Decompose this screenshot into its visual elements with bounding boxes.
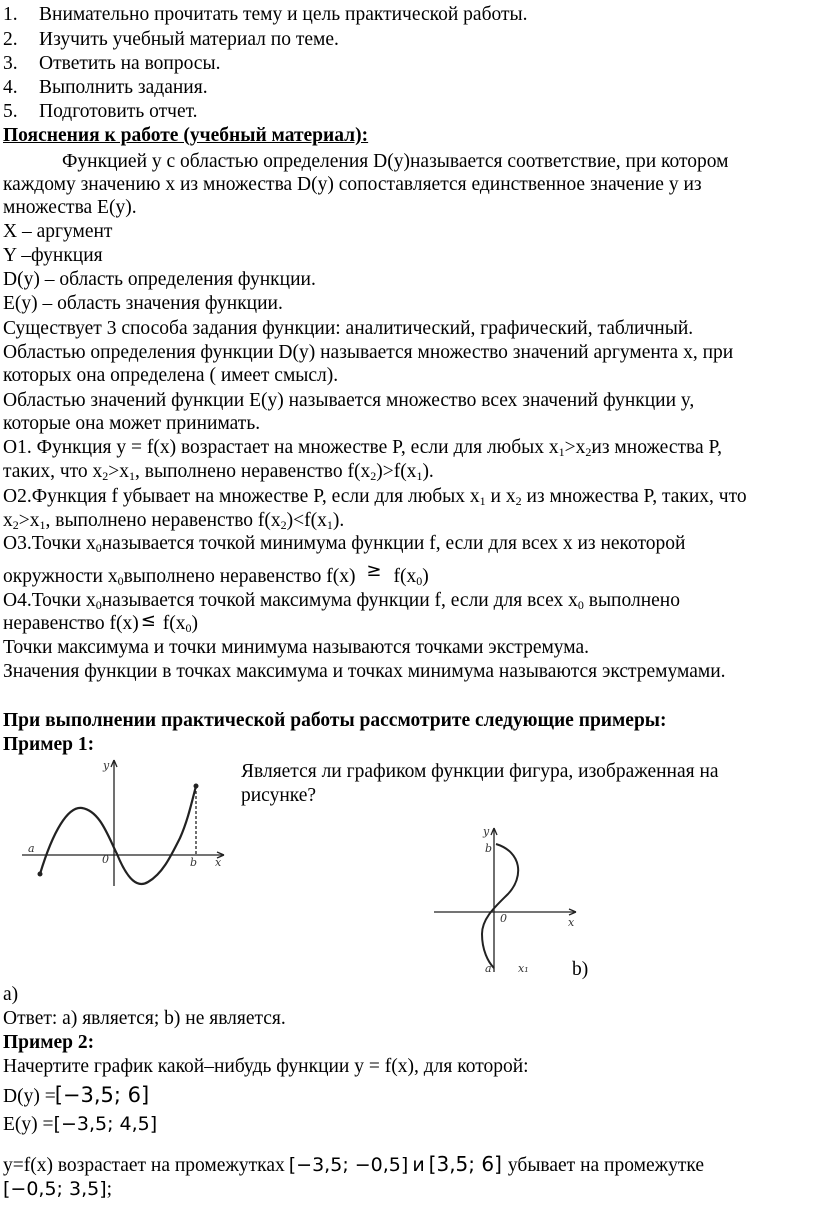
practice-heading: При выполнении практической работы рассмотрите следующие примеры: (3, 710, 667, 731)
graph-a-figure (20, 756, 230, 891)
graph-a-label-origin: 0 (102, 853, 109, 866)
label-a: a) (3, 984, 19, 1005)
definition-o1: таких, что $x_2>x_1$, выполнено неравенство $f(x_2)>f(x_1)$. (3, 461, 434, 483)
graph-b-curve (482, 844, 518, 968)
step-item: 4. Выполнить задания. (3, 77, 208, 98)
extrema-text: Значения функции в точках максимума и точках минимума называются экстремумами. (3, 661, 726, 682)
monotonic-line: y=f(x) возрастает на промежутках[−3,5; −0,5] и [3,5; 6]убывает на промежутке (3, 1152, 704, 1176)
example2-task: Начертите график какой–нибудь функции y = f(x), для которой: (3, 1056, 529, 1077)
range-interval: [−3,5; 4,5] (53, 1113, 158, 1135)
methods-text: Существует 3 способа задания функции: аналитический, графический, табличный. (3, 318, 694, 339)
example1-question: рисунке? (241, 785, 317, 806)
definition-o3: окружности $x_0выполнено$ неравенство $f(x) \ge f(x_0)$ (3, 560, 429, 588)
graph-a-curve (40, 786, 196, 884)
graph-a-label-y: y (103, 759, 110, 772)
definition-o4: О4.Точки $x_0называется$ точкой максимума функции f, если для всех $x_0$ выполнено (3, 590, 680, 612)
graph-a-label-a: a (28, 842, 35, 855)
graph-a-label-b: b (190, 856, 198, 869)
graph-a-endpoint (194, 784, 199, 789)
term-x: X – аргумент (3, 221, 113, 242)
less-equal-symbol: ≤ (140, 610, 156, 631)
graph-a-label-x: x (215, 856, 222, 869)
range-line: E(y) =[−3,5; 4,5] (3, 1113, 158, 1135)
decreasing-line: [−0,5; 3,5]; (3, 1178, 113, 1200)
graph-a-endpoint (38, 872, 43, 877)
increasing-interval-1: [−3,5; −0,5] (288, 1154, 409, 1176)
step-item: 3. Ответить на вопросы. (3, 53, 221, 74)
example1-question: Является ли графиком функции фигура, изображенная на (241, 761, 719, 782)
example1-heading: Пример 1: (3, 734, 95, 755)
definition-o1: О1. Функция y = f(x) возрастает на множестве P, если для любых $x_1>x_2из$ множества P, (3, 437, 723, 459)
term-e: E(y) – область значения функции. (3, 293, 283, 314)
definition-line: Функцией y с областью определения D(y)называется соответствие, при котором (62, 151, 729, 172)
definition-line: каждому значению x из множества D(y) сопоставляется единственное значение y из (3, 174, 702, 195)
example1-answer: Ответ: а) является; b) не является. (3, 1008, 286, 1029)
step-item: 5. Подготовить отчет. (3, 101, 198, 122)
section-heading: Пояснения к работе (учебный материал): (3, 125, 369, 146)
graph-b-label-x: x (568, 916, 575, 929)
definition-o3: О3.Точки $x_0называется$ точкой минимума функции f, если для всех x из некоторой (3, 533, 686, 555)
graph-b-label-b: b (485, 842, 493, 855)
definition-o2: $x_2>x_1$, выполнено неравенство $f(x_2)<f(x_1)$. (3, 510, 345, 532)
term-d: D(y) – область определения функции. (3, 269, 316, 290)
step-item: 2. Изучить учебный материал по теме. (3, 29, 339, 50)
decreasing-interval: [−0,5; 3,5] (3, 1178, 107, 1200)
definition-line: множества E(y). (3, 197, 137, 218)
domain-line: D(y) =[−3,5; 6] (3, 1083, 150, 1107)
definition-o2: О2.Функция f убывает на множестве P, если для любых $x_1$ и $x_2$ из множества P, таких, что (3, 486, 747, 508)
graph-b-figure (430, 822, 582, 978)
graph-b-label-a: a (485, 962, 492, 975)
domain-interval: [−3,5; 6] (54, 1083, 150, 1107)
range-definition: Областью значений функции E(y) называется множество всех значений функции y, (3, 390, 695, 411)
term-y: Y –функция (3, 245, 103, 266)
domain-definition: которых она определена ( имеет смысл). (3, 365, 339, 386)
graph-b-label-y: y (483, 825, 490, 838)
graph-b-label-origin: 0 (500, 912, 507, 925)
increasing-interval-2: [3,5; 6] (428, 1152, 502, 1176)
step-item: 1. Внимательно прочитать тему и цель практической работы. (3, 4, 528, 25)
extrema-text: Точки максимума и точки минимума называются точками экстремума. (3, 637, 590, 658)
greater-equal-symbol: ≥ (366, 560, 382, 581)
range-definition: которые она может принимать. (3, 413, 261, 434)
definition-o4: неравенство $f(x) \le f(x_0)$ (3, 610, 199, 635)
domain-definition: Областью определения функции D(y) называется множество значений аргумента x, при (3, 342, 734, 363)
example2-heading: Пример 2: (3, 1032, 95, 1053)
label-b: b) (572, 959, 589, 980)
graph-b-label-x1: x₁ (518, 962, 529, 975)
